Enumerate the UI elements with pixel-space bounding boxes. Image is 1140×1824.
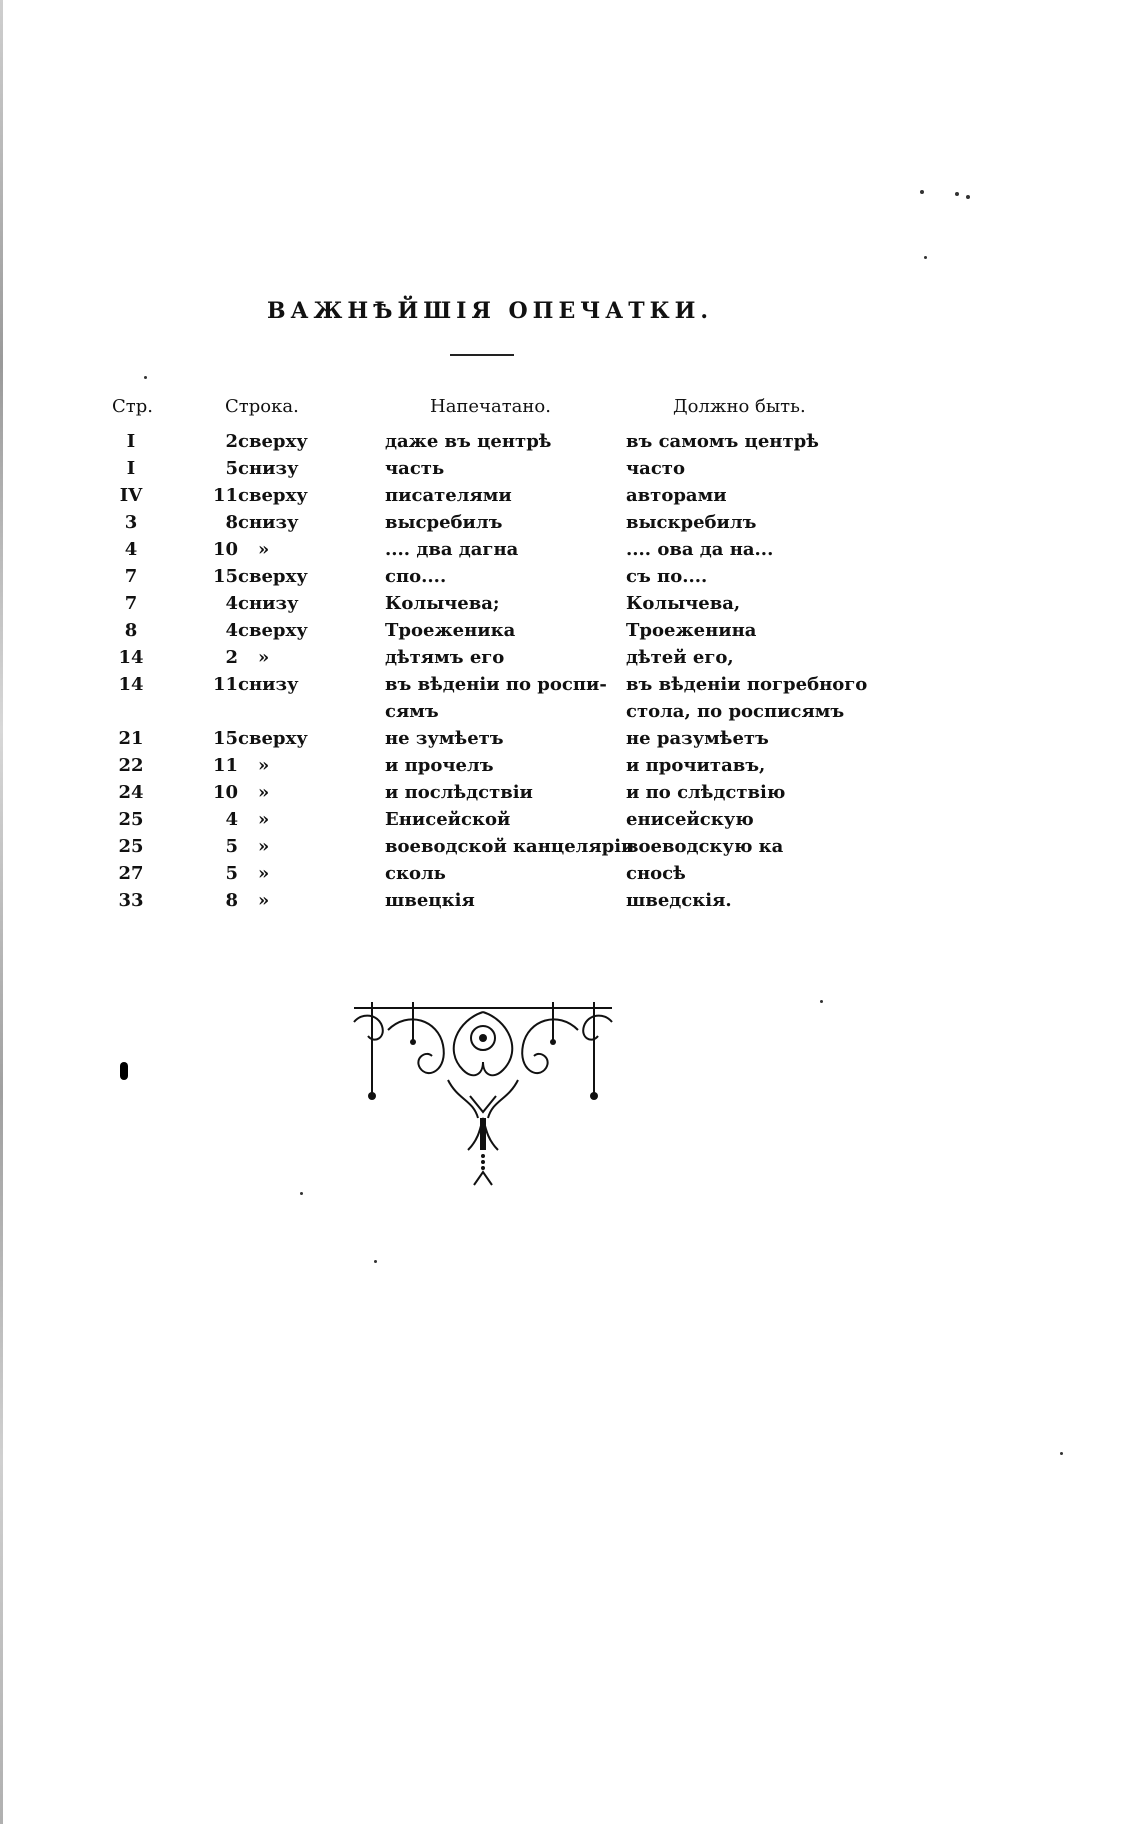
- table-header: [0, 396, 1140, 422]
- page-title: ВАЖНѢЙШІЯ ОПЕЧАТКИ.: [266, 298, 714, 324]
- cell-printed-continued: сямъ: [385, 701, 439, 722]
- cell-should-be: выскребилъ: [626, 512, 757, 533]
- cell-line-number: 11: [212, 755, 238, 776]
- speck: [300, 1192, 303, 1195]
- cell-line-number: 5: [225, 836, 238, 857]
- cell-printed: въ вѣденіи по роспи-: [385, 674, 607, 695]
- cell-line-position: снизу: [238, 674, 299, 695]
- table-row: [0, 563, 1140, 590]
- cell-should-be: не разумѣетъ: [626, 728, 769, 749]
- cell-should-be: енисейскую: [626, 809, 754, 830]
- cell-should-be: шведскія.: [626, 890, 732, 911]
- cell-line-position: сверху: [238, 728, 308, 749]
- cell-printed: Троеженика: [385, 620, 516, 641]
- cell-printed: сколь: [385, 863, 446, 884]
- cell-page: I: [126, 458, 136, 479]
- cell-printed: часть: [385, 458, 445, 479]
- cell-line-number: 11: [212, 674, 238, 695]
- cell-line-position: снизу: [238, 512, 299, 533]
- cell-line-number: 5: [225, 458, 238, 479]
- cell-printed: воеводской канцеляріи: [385, 836, 635, 857]
- cell-should-be: авторами: [626, 485, 727, 506]
- cell-line-number: 11: [212, 485, 238, 506]
- cell-page: I: [126, 431, 136, 452]
- cell-printed: высребилъ: [385, 512, 503, 533]
- table-row: [0, 779, 1140, 806]
- cell-line-number: 4: [225, 809, 238, 830]
- cell-line-position: сверху: [238, 620, 308, 641]
- cell-line-number: 10: [212, 782, 238, 803]
- cell-line-position: сверху: [238, 566, 308, 587]
- cell-line-position: сверху: [238, 431, 308, 452]
- cell-should-be: дѣтей его,: [626, 647, 734, 668]
- speck: [144, 376, 147, 379]
- header-should-be: Должно быть.: [673, 396, 806, 417]
- cell-line-number: 5: [225, 863, 238, 884]
- cell-line-position: снизу: [238, 458, 299, 479]
- table-row: [0, 644, 1140, 671]
- cell-printed: и прочелъ: [385, 755, 494, 776]
- cell-should-be: въ вѣденіи погребного: [626, 674, 868, 695]
- errata-table: [0, 428, 1140, 914]
- cell-printed: .... два дагна: [385, 539, 519, 560]
- cell-page: 8: [124, 620, 138, 641]
- cell-should-be: съ по....: [626, 566, 708, 587]
- cell-page: 24: [118, 782, 144, 803]
- cell-printed: швецкія: [385, 890, 475, 911]
- cell-printed: и послѣдствіи: [385, 782, 533, 803]
- speck: [966, 195, 970, 199]
- table-row: [0, 509, 1140, 536]
- cell-should-be: и по слѣдствію: [626, 782, 786, 803]
- speck: [955, 192, 959, 196]
- cell-page: 25: [118, 809, 144, 830]
- cell-printed: писателями: [385, 485, 512, 506]
- cell-page: 4: [124, 539, 138, 560]
- cell-line-number: 10: [212, 539, 238, 560]
- cell-printed: не зумѣетъ: [385, 728, 504, 749]
- cell-should-be: Колычева,: [626, 593, 741, 614]
- cell-should-be: въ самомъ центрѣ: [626, 431, 819, 452]
- cell-should-be: и прочитавъ,: [626, 755, 766, 776]
- table-row: [0, 725, 1140, 752]
- cell-line-position: »: [258, 890, 270, 911]
- table-row: [0, 833, 1140, 860]
- table-row: [0, 590, 1140, 617]
- table-row: [0, 455, 1140, 482]
- cell-line-position: »: [258, 539, 270, 560]
- table-row: [0, 671, 1140, 725]
- cell-page: 25: [118, 836, 144, 857]
- cell-page: 14: [118, 674, 144, 695]
- cell-printed: спо....: [385, 566, 447, 587]
- cell-line-position: »: [258, 809, 270, 830]
- cell-line-position: »: [258, 863, 270, 884]
- table-row: [0, 536, 1140, 563]
- cell-should-be: Троеженина: [626, 620, 757, 641]
- header-line: Строка.: [225, 396, 299, 417]
- speck: [120, 1062, 128, 1080]
- cell-line-position: »: [258, 647, 270, 668]
- cell-page: 14: [118, 647, 144, 668]
- cell-should-be: .... ова да на...: [626, 539, 774, 560]
- cell-line-position: »: [258, 755, 270, 776]
- speck: [1060, 1452, 1063, 1455]
- table-row: [0, 752, 1140, 779]
- table-row: [0, 860, 1140, 887]
- cell-printed: дѣтямъ его: [385, 647, 505, 668]
- cell-page: 33: [118, 890, 144, 911]
- cell-page: 22: [118, 755, 144, 776]
- cell-page: 27: [118, 863, 144, 884]
- cell-printed: Енисейской: [385, 809, 511, 830]
- cell-line-number: 2: [225, 431, 238, 452]
- speck: [924, 256, 927, 259]
- cell-line-number: 8: [225, 512, 238, 533]
- cell-should-be: сносѣ: [626, 863, 686, 884]
- cell-line-position: сверху: [238, 485, 308, 506]
- cell-line-position: »: [258, 782, 270, 803]
- cell-line-number: 8: [225, 890, 238, 911]
- table-row: [0, 428, 1140, 455]
- header-printed: Напечатано.: [430, 396, 551, 417]
- cell-line-number: 15: [212, 566, 238, 587]
- cell-line-number: 15: [212, 728, 238, 749]
- cell-page: IV: [119, 485, 143, 506]
- cell-printed: Колычева;: [385, 593, 500, 614]
- speck: [920, 190, 924, 194]
- cell-line-number: 4: [225, 620, 238, 641]
- speck: [374, 1260, 377, 1263]
- cell-line-number: 4: [225, 593, 238, 614]
- cell-page: 7: [124, 593, 138, 614]
- vignette-ornament-icon: [348, 1000, 618, 1200]
- table-row: [0, 887, 1140, 914]
- cell-page: 21: [118, 728, 144, 749]
- cell-should-be: воеводскую ка: [626, 836, 784, 857]
- cell-line-position: снизу: [238, 593, 299, 614]
- title-rule: [450, 354, 514, 356]
- cell-page: 7: [124, 566, 138, 587]
- cell-line-position: »: [258, 836, 270, 857]
- table-row: [0, 806, 1140, 833]
- header-page: Стр.: [112, 396, 153, 417]
- cell-should-be: часто: [626, 458, 685, 479]
- cell-printed: даже въ центрѣ: [385, 431, 552, 452]
- table-row: [0, 482, 1140, 509]
- speck: [820, 1000, 823, 1003]
- cell-line-number: 2: [225, 647, 238, 668]
- table-row: [0, 617, 1140, 644]
- cell-should-be-continued: стола, по росписямъ: [626, 701, 845, 722]
- cell-page: 3: [124, 512, 138, 533]
